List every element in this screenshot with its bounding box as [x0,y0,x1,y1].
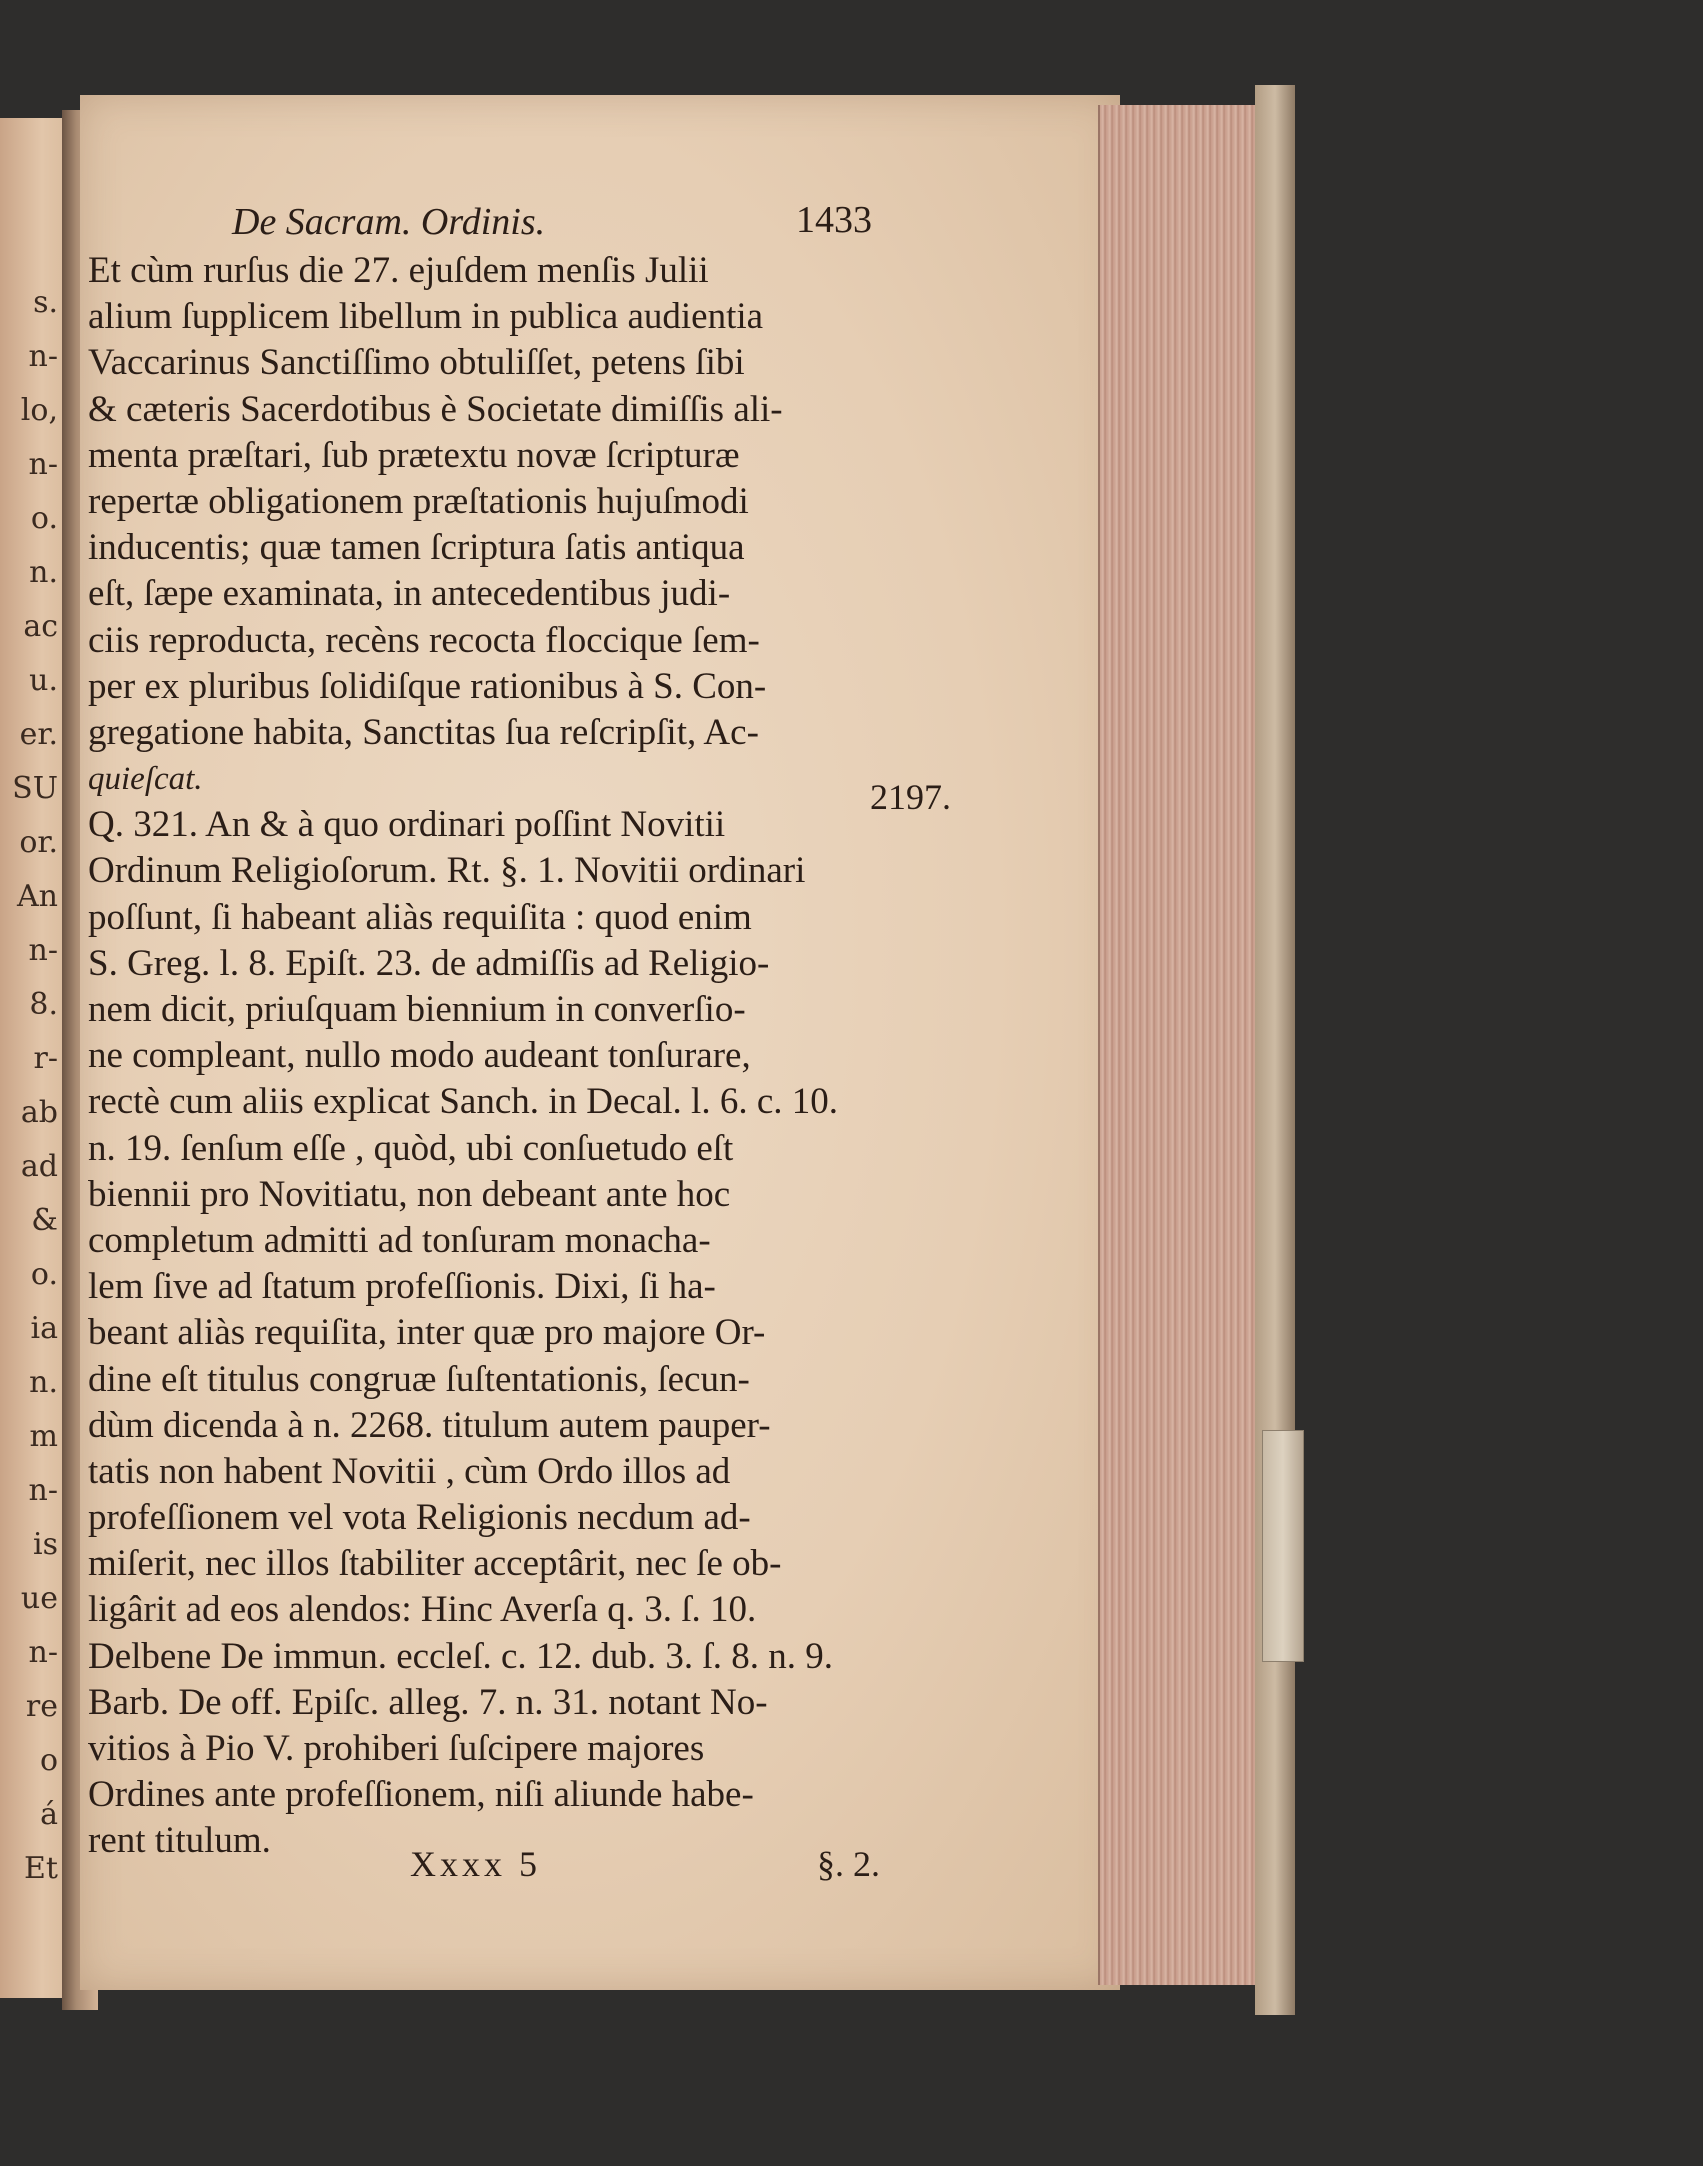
left-page-fragment: o. [30,501,58,536]
left-page-fragment: 8. [29,987,58,1022]
left-page-fragment: is [33,1527,58,1562]
paper-tab [1262,1430,1304,1662]
left-page-fragment: o [39,1743,58,1778]
text-line: Ordines ante profeſſionem, niſi aliunde habe- [88,1774,754,1816]
page-number: 1433 [796,199,872,241]
text-line: Ordinum Religioſorum. Rt. §. 1. Novitii ordinari [88,850,806,892]
left-page-fragment: An [17,879,58,914]
marginal-paragraph-number: 2197. [870,777,951,817]
text-line: miſerit, nec illos ſtabiliter acceptârit, nec ſe ob- [88,1543,782,1585]
left-page-fragment: ia [30,1311,58,1346]
left-page-fragment: n- [28,339,58,374]
text-line: repertæ obligationem præſtationis hujuſmodi [88,480,749,522]
text-line: Delbene De immun. eccleſ. c. 12. dub. 3. ſ. 8. n. 9. [88,1635,833,1677]
text-line: n. 19. ſenſum eſſe , quòd, ubi conſuetudo eſt [88,1127,734,1169]
text-line: & cæteris Sacerdotibus è Societate dimiſſis ali- [88,388,783,430]
text-line: rectè cum aliis explicat Sanch. in Decal. l. 6. c. 10. [88,1081,839,1123]
left-page-fragment: ue [20,1581,58,1616]
text-line: rent titulum. [88,1820,271,1862]
left-page-fragment: ad [20,1149,58,1184]
catchword: §. 2. [817,1844,880,1884]
left-page-fragment: er. [19,717,58,752]
text-line: completum admitti ad tonſuram monacha- [88,1219,711,1261]
text-line: tatis non habent Novitii , cùm Ordo illos ad [88,1450,731,1492]
text-line: biennii pro Novitiatu, non debeant ante hoc [88,1173,731,1215]
left-page-fragment: n. [29,555,58,590]
text-line: gregatione habita, Sanctitas ſua reſcripſit, Ac- [88,711,759,753]
text-line: S. Greg. l. 8. Epiſt. 23. de admiſſis ad Religio- [88,942,770,984]
text-line: beant aliàs requiſita, inter quæ pro majore Or- [88,1312,766,1354]
left-page-fragment: o. [30,1257,58,1292]
text-line: vitios à Pio V. prohiberi ſuſcipere majores [88,1728,705,1769]
left-page-fragment: u. [29,663,58,698]
left-page-fragment: re [25,1689,58,1724]
text-line: poſſunt, ſi habeant aliàs requiſita : quod enim [88,896,752,938]
text-line: ciis reproducta, recèns recocta floccique ſem- [88,619,760,661]
text-line: quieſcat. [88,761,203,798]
left-page-fragment: ac [23,609,58,644]
left-page-fragment: m [29,1419,58,1454]
left-page-fragment: n. [29,1365,58,1400]
text-line: Q. 321. An & à quo ordinari poſſint Novitii [88,804,726,846]
left-page-fragment: & [31,1203,58,1238]
text-line: menta præſtari, ſub prætextu novæ ſcripturæ [88,434,740,476]
left-page-fragment: n- [28,1635,58,1670]
left-page-fragment: Et [24,1851,58,1886]
text-line: nem dicit, priuſquam biennium in converſio- [88,989,746,1030]
left-page-fragment: ab [20,1095,58,1130]
text-line: alium ſupplicem libellum in publica audientia [88,296,764,338]
text-line: ligârit ad eos alendos: Hinc Averſa q. 3. ſ. 10. [88,1589,757,1631]
text-line: Barb. De off. Epiſc. alleg. 7. n. 31. notant No- [88,1681,768,1723]
text-line: Et cùm rurſus die 27. ejuſdem menſis Julii [88,250,709,291]
left-page-fragment: n- [28,447,58,482]
text-line: lem ſive ad ſtatum profeſſionis. Dixi, ſi ha- [88,1266,716,1308]
running-title: De Sacram. Ordinis. [232,201,546,243]
book-cover-edge [1255,85,1295,2015]
left-page-fragment: r- [33,1041,58,1076]
left-page-fragment: lo, [20,393,58,428]
left-page-fragment: s. [33,285,58,320]
left-page-fragment: n- [28,1473,58,1508]
page-edges [1098,105,1260,1985]
left-page-fragment: á [40,1797,58,1832]
text-line: eſt, ſæpe examinata, in antecedentibus judi- [88,573,731,615]
text-line: profeſſionem vel vota Religionis necdum ad- [88,1497,751,1539]
left-page-fragment: n- [28,933,58,968]
left-page-fragment: SU [12,771,58,806]
text-line: dùm dicenda à n. 2268. titulum autem pauper- [88,1404,771,1446]
text-line: Vaccarinus Sanctiſſimo obtuliſſet, petens ſibi [88,342,745,384]
signature-mark: Xxxx 5 [410,1844,541,1884]
left-page-fragment: or. [19,825,58,860]
text-line: inducentis; quæ tamen ſcriptura ſatis antiqua [88,527,745,569]
body-text [88,248,1008,1865]
text-line: per ex pluribus ſolidiſque rationibus à S. Con- [88,665,767,707]
text-line: dine eſt titulus congruæ ſuſtentationis, ſecun- [88,1358,750,1400]
text-line: ne compleant, nullo modo audeant tonſurare, [88,1035,751,1077]
